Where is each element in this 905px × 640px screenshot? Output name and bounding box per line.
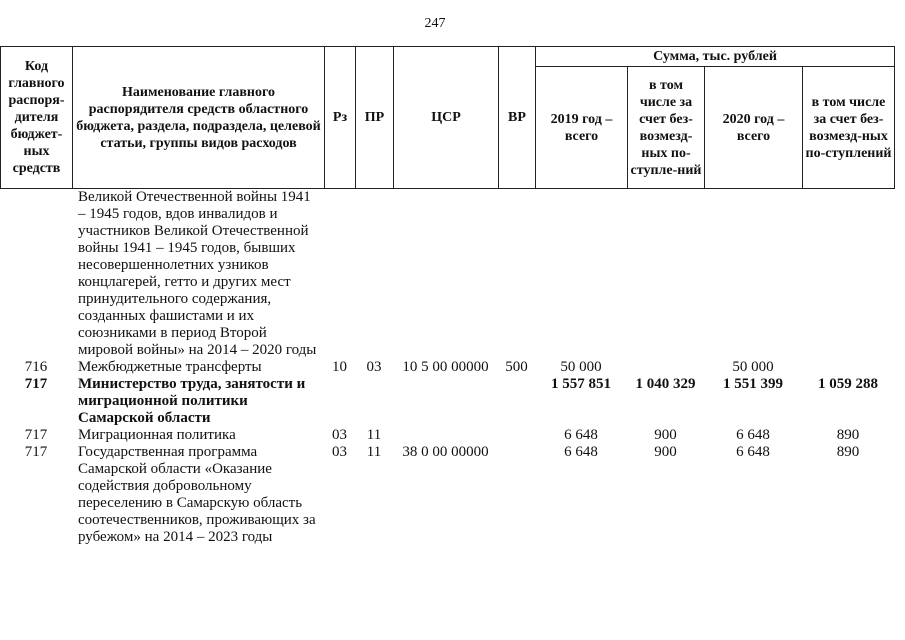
cell-2019-total — [535, 189, 627, 359]
cell-pr: 11 — [366, 427, 382, 443]
cell-2019-total: 6 648 — [564, 427, 598, 443]
table-row — [0, 376, 894, 427]
cell-2020-free: 1 059 288 — [818, 376, 878, 392]
cell-name: Миграционная политика — [78, 427, 236, 443]
cell-pr: 03 — [366, 359, 382, 375]
header-sum-group: Сумма, тыс. рублей — [536, 47, 895, 67]
header-csr: ЦСР — [394, 47, 499, 189]
cell-2019-free: 900 — [654, 444, 677, 460]
cell-2020-total: 50 000 — [732, 359, 774, 375]
cell-2020-free — [802, 359, 894, 376]
table-header — [0, 46, 895, 189]
cell-code — [0, 189, 72, 359]
cell-2020-total: 6 648 — [736, 427, 770, 443]
cell-rz: 10 — [332, 359, 347, 375]
header-pr: ПР — [356, 47, 394, 189]
header-name: Наименование главного распорядителя средств областного бюджета, раздела, подраздела, целевой статьи, группы видов расходов — [73, 47, 325, 189]
header-2020-free: в том числе за счет без-возмезд-ных по-ступлений — [803, 67, 895, 189]
cell-2019-total: 1 557 851 — [551, 376, 611, 392]
cell-code: 717 — [24, 444, 48, 460]
cell-code: 716 — [24, 359, 48, 375]
cell-csr: 38 0 00 00000 — [402, 444, 489, 460]
cell-vr — [498, 444, 535, 546]
cell-2019-total: 6 648 — [564, 444, 598, 460]
cell-code: 717 — [24, 427, 48, 443]
header-code: Код главного распоря-дителя бюджет-ных средств — [1, 47, 73, 189]
cell-name: Межбюджетные трансферты — [78, 359, 262, 375]
cell-vr: 500 — [505, 359, 528, 375]
header-rz: Рз — [325, 47, 356, 189]
cell-rz: 03 — [332, 444, 347, 460]
header-2020-total: 2020 год – всего — [705, 67, 803, 189]
cell-2019-free — [627, 189, 704, 359]
cell-pr — [355, 189, 393, 359]
cell-name: Министерство труда, занятости и миграционной политики Самарской области — [78, 376, 306, 426]
cell-vr — [498, 189, 535, 359]
cell-pr: 11 — [366, 444, 382, 460]
table-row — [0, 359, 894, 376]
page-number: 247 — [424, 16, 446, 31]
cell-rz — [324, 376, 355, 427]
cell-csr — [393, 376, 498, 427]
cell-2020-total: 6 648 — [736, 444, 770, 460]
cell-csr — [393, 427, 498, 444]
cell-vr — [498, 427, 535, 444]
cell-2019-free — [627, 359, 704, 376]
cell-code: 717 — [24, 376, 48, 392]
header-2019-free: в том числе за счет без-возмезд-ных по-ступле-ний — [628, 67, 705, 189]
cell-2020-free: 890 — [836, 444, 860, 460]
cell-2019-total: 50 000 — [560, 359, 602, 375]
cell-vr — [498, 376, 535, 427]
table-body — [0, 189, 894, 546]
cell-csr — [393, 189, 498, 359]
cell-2019-free: 1 040 329 — [635, 376, 696, 392]
header-vr: ВР — [499, 47, 536, 189]
cell-2020-total — [704, 189, 802, 359]
cell-name: Государственная программа Самарской области «Оказание содействия добровольному переселению в Самарскую область соотечественников, проживающих за рубежом» на 2014 – 2023 годы — [78, 444, 316, 545]
header-2019-total: 2019 год – всего — [536, 67, 628, 189]
cell-2019-free: 900 — [654, 427, 677, 443]
cell-2020-total: 1 551 399 — [723, 376, 783, 392]
cell-rz — [324, 189, 355, 359]
cell-name: Великой Отечественной войны 1941 – 1945 годов, вдов инвалидов и участников Великой Отечественной войны 1941 – 1945 годов, бывших несовершеннолетних узников концлагерей, гетто и других мест принудительного содержания, созданных фашистами и их союзниками в период Второй мировой войны» на 2014 – 2020 годы — [78, 189, 317, 358]
table-row — [0, 427, 894, 444]
table-row — [0, 189, 894, 359]
table-row — [0, 444, 894, 546]
cell-rz: 03 — [332, 427, 347, 443]
cell-pr — [355, 376, 393, 427]
cell-2020-free — [802, 189, 894, 359]
cell-2020-free: 890 — [836, 427, 860, 443]
cell-csr: 10 5 00 00000 — [402, 359, 489, 375]
